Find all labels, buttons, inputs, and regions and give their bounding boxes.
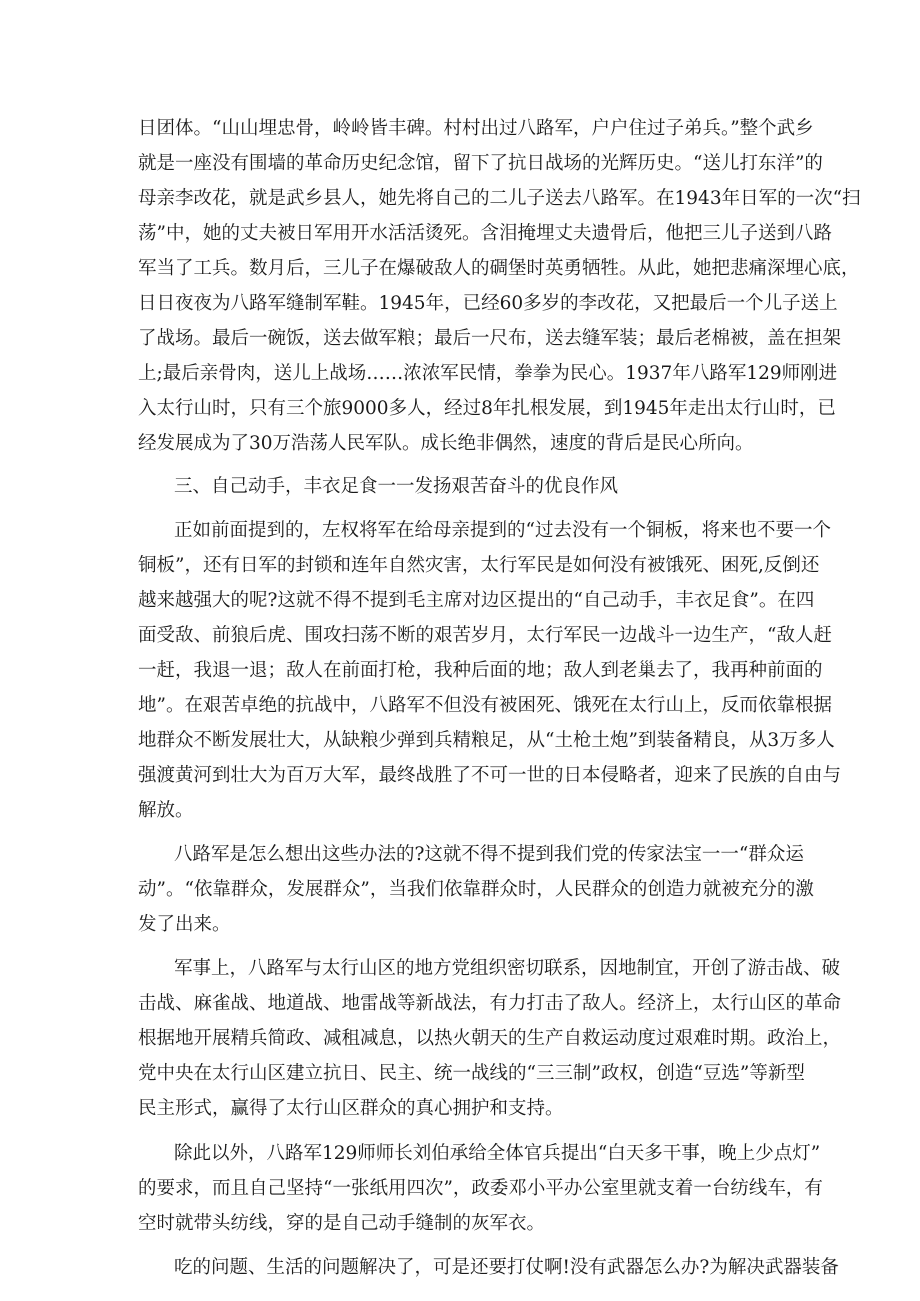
text-line: 动”。“依靠群众，发展群众”，当我们依靠群众时，人民群众的创造力就被充分的激 (138, 879, 814, 900)
text-line: 除此以外，八路军129师师长刘伯承给全体官兵提出“白天多干事，晚上少点灯” (174, 1143, 821, 1164)
text-line: 了战场。最后一碗饭，送去做军粮；最后一尺布，送去缝军装；最后老棉被，盖在担架 (138, 328, 842, 349)
text-line: 地群众不断发展壮大，从缺粮少弹到兵精粮足，从“土枪土炮”到装备精良，从3万多人 (138, 730, 835, 751)
text-line: 一赶，我退一退；敌人在前面打枪，我种后面的地；敌人到老巢去了，我再种前面的 (138, 660, 823, 681)
text-line: 八路军是怎么想出这些办法的?这就不得不提到我们党的传家法宝一一“群众运 (174, 844, 804, 865)
text-line: 荡”中，她的丈夫被日军用开水活活烫死。含泪掩埋丈夫遗骨后，他把三儿子送到八路 (138, 223, 832, 244)
text-line: 越来越强大的呢?这就不得不提到毛主席对边区提出的“自己动手，丰衣足食”。在四 (138, 590, 815, 611)
text-line: 面受敌、前狼后虎、围攻扫荡不断的艰苦岁月，太行军民一边战斗一边生产，“敌人赶 (138, 625, 832, 646)
text-line: 日日夜夜为八路军缝制军鞋。1945年，已经60多岁的李改花，又把最后一个儿子送上 (138, 293, 838, 314)
text-line: 强渡黄河到壮大为百万大军，最终战胜了不可一世的日本侵略者，迎来了民族的自由与 (138, 765, 842, 786)
text-line: 军当了工兵。数月后，三儿子在爆破敌人的碉堡时英勇牺牲。从此，她把悲痛深埋心底， (138, 258, 860, 279)
text-line: 上;最后亲骨肉，送儿上战场……浓浓军民情，拳拳为民心。1937年八路军129师刚进 (138, 363, 838, 384)
text-line: 的要求，而且自己坚持“一张纸用四次”，政委邓小平办公室里就支着一台纺线车，有 (138, 1178, 823, 1199)
text-line: 地”。在艰苦卓绝的抗战中，八路军不但没有被困死、饿死在太行山上，反而依靠根据 (138, 695, 832, 716)
text-line: 铜板”，还有日军的封锁和连年自然灾害，太行军民是如何没有被饿死、困死,反倒还 (138, 555, 820, 576)
text-line: 日团体。“山山埋忠骨，岭岭皆丰碑。村村出过八路军，户户住过子弟兵。”整个武乡 (138, 118, 814, 139)
text-line: 正如前面提到的，左权将军在给母亲提到的“过去没有一个铜板，将来也不要一个 (174, 520, 831, 541)
text-line: 党中央在太行山区建立抗日、民主、统一战线的“三三制”政权，创造“豆选”等新型 (138, 1063, 805, 1084)
section-heading: 三、自己动手，丰衣足食一一发扬艰苦奋斗的优良作风 (174, 476, 619, 497)
text-line: 吃的问题、生活的问题解决了，可是还要打仗啊!没有武器怎么办?为解决武器装备 (174, 1257, 839, 1278)
text-line: 经发展成为了30万浩荡人民军队。成长绝非偶然，速度的背后是民心所向。 (138, 433, 754, 454)
text-line: 就是一座没有围墙的革命历史纪念馆，留下了抗日战场的光辉历史。“送儿打东洋”的 (138, 153, 823, 174)
text-line: 根据地开展精兵简政、减租减息，以热火朝天的生产自救运动度过艰难时期。政治上， (138, 1028, 842, 1049)
text-line: 军事上，八路军与太行山区的地方党组织密切联系，因地制宜，开创了游击战、破 (174, 958, 841, 979)
text-line: 解放。 (138, 800, 194, 821)
text-line: 母亲李改花，就是武乡县人，她先将自己的二儿子送去八路军。在1943年日军的一次“扫 (138, 188, 861, 209)
text-line: 击战、麻雀战、地道战、地雷战等新战法，有力打击了敌人。经济上，太行山区的革命 (138, 993, 842, 1014)
text-line: 发了出来。 (138, 914, 231, 935)
text-line: 空时就带头纺线，穿的是自己动手缝制的灰军衣。 (138, 1213, 546, 1234)
text-line: 入太行山时，只有三个旅9000多人，经过8年扎根发展，到1945年走出太行山时，已 (138, 398, 836, 419)
text-line: 民主形式，赢得了太行山区群众的真心拥护和支持。 (138, 1098, 564, 1119)
